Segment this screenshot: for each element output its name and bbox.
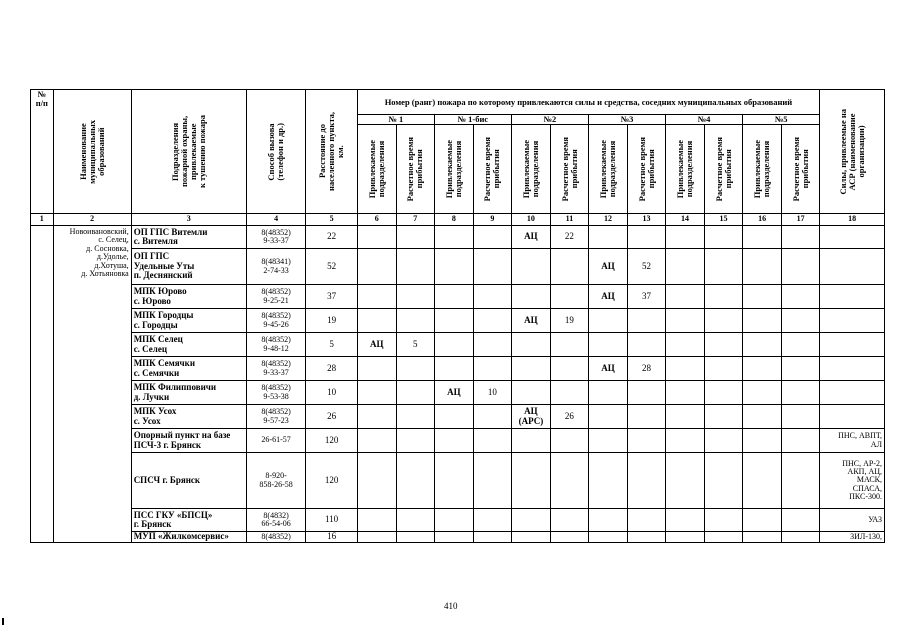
attract-unit-cell <box>357 309 396 333</box>
arrival-time-cell <box>782 333 820 357</box>
attract-unit-cell <box>588 405 627 429</box>
call-cell: 8(4832) 66-54-06 <box>246 509 306 532</box>
arrival-time-cell <box>627 532 665 543</box>
call-cell: 8(48352) 9-48-12 <box>246 333 306 357</box>
arrival-time-cell: 26 <box>550 405 588 429</box>
asr-cell: УАЗ <box>820 509 885 532</box>
municipality-cell: Новоивановский, с. Селец, д. Сосновка, д.Удолье, д.Хотуша, д. Хотьяновка <box>53 226 131 543</box>
column-number: 8 <box>434 214 473 226</box>
rank-header: №3 <box>588 115 665 125</box>
arrival-time-cell <box>705 532 743 543</box>
arrival-time-cell <box>473 405 511 429</box>
column-number: 15 <box>705 214 743 226</box>
header-asr: Силы, привлеемые на АСР (наименование организации) <box>820 90 885 214</box>
distance-cell: 10 <box>306 381 357 405</box>
distance-cell: 28 <box>306 357 357 381</box>
attract-unit-cell <box>434 285 473 309</box>
table-row <box>31 249 885 285</box>
arrival-time-cell <box>396 453 434 509</box>
arrival-time-cell <box>782 249 820 285</box>
arrival-time-cell <box>705 285 743 309</box>
call-cell: 8-920- 858-26-58 <box>246 453 306 509</box>
call-cell: 26-61-57 <box>246 429 306 453</box>
distance-cell: 16 <box>306 532 357 543</box>
arrival-time-cell <box>473 333 511 357</box>
arrival-time-cell <box>473 357 511 381</box>
unit-cell: ОП ГПС Витемли с. Витемля <box>131 226 246 249</box>
arrival-time-cell <box>782 405 820 429</box>
arrival-time-cell <box>550 333 588 357</box>
attract-unit-cell <box>666 333 705 357</box>
column-number: 10 <box>511 214 550 226</box>
distance-cell: 19 <box>306 309 357 333</box>
asr-cell <box>820 357 885 381</box>
arrival-time-cell <box>473 309 511 333</box>
arrival-time-cell <box>627 453 665 509</box>
attract-unit-cell <box>511 453 550 509</box>
call-cell: 8(48352) 9-33-37 <box>246 357 306 381</box>
asr-cell: ЗИЛ-130, <box>820 532 885 543</box>
attract-unit-cell <box>588 509 627 532</box>
arrival-time-cell <box>396 405 434 429</box>
attract-unit-cell <box>743 309 782 333</box>
arrival-time-cell <box>396 226 434 249</box>
subheader-attract-units: Привлекаемые подразделения <box>666 125 705 214</box>
arrival-time-cell <box>782 509 820 532</box>
header-distance: Расстояние до населенного пункта, км. <box>306 90 357 214</box>
attract-unit-cell <box>666 509 705 532</box>
arrival-time-cell <box>705 357 743 381</box>
arrival-time-cell <box>782 357 820 381</box>
subheader-arrival-time: Расчетное время прибытия <box>550 125 588 214</box>
attract-unit-cell <box>666 226 705 249</box>
arrival-time-cell <box>705 381 743 405</box>
header-call-method: Способ вызова (телефон и др.) <box>246 90 306 214</box>
arrival-time-cell <box>473 285 511 309</box>
subheader-attract-units: Привлекаемые подразделения <box>743 125 782 214</box>
unit-cell: МПК Селец с. Селец <box>131 333 246 357</box>
arrival-time-cell <box>396 249 434 285</box>
arrival-time-cell <box>396 357 434 381</box>
column-number: 13 <box>627 214 665 226</box>
fire-response-table <box>30 89 885 543</box>
unit-cell: ОП ГПС Удельные Уты п. Деснянский <box>131 249 246 285</box>
rank-header: № 1-бис <box>434 115 511 125</box>
attract-unit-cell <box>666 429 705 453</box>
distance-cell: 110 <box>306 509 357 532</box>
call-cell: 8(48352) <box>246 532 306 543</box>
arrival-time-cell <box>627 333 665 357</box>
unit-cell: ПСС ГКУ «БПСЦ» г. Брянск <box>131 509 246 532</box>
arrival-time-cell <box>705 249 743 285</box>
arrival-time-cell <box>627 226 665 249</box>
arrival-time-cell <box>705 226 743 249</box>
subheader-attract-units: Привлекаемые подразделения <box>434 125 473 214</box>
scan-edge-mark <box>2 618 4 625</box>
asr-cell <box>820 405 885 429</box>
attract-unit-cell <box>511 357 550 381</box>
table-row <box>31 429 885 453</box>
attract-unit-cell <box>743 532 782 543</box>
distance-cell: 37 <box>306 285 357 309</box>
subheader-attract-units: Привлекаемые подразделения <box>511 125 550 214</box>
arrival-time-cell <box>550 453 588 509</box>
subheader-arrival-time: Расчетное время прибытия <box>705 125 743 214</box>
call-cell: 8(48352) 9-33-37 <box>246 226 306 249</box>
arrival-time-cell <box>627 429 665 453</box>
attract-unit-cell <box>511 532 550 543</box>
attract-unit-cell <box>434 249 473 285</box>
attract-unit-cell <box>357 249 396 285</box>
attract-unit-cell <box>743 429 782 453</box>
attract-unit-cell <box>434 453 473 509</box>
attract-unit-cell <box>357 532 396 543</box>
attract-unit-cell: АЦ (АРС) <box>511 405 550 429</box>
attract-unit-cell <box>511 429 550 453</box>
attract-unit-cell <box>357 429 396 453</box>
attract-unit-cell <box>666 285 705 309</box>
attract-unit-cell <box>588 226 627 249</box>
table-row <box>31 532 885 543</box>
call-cell: 8(48352) 9-57-23 <box>246 405 306 429</box>
arrival-time-cell <box>550 285 588 309</box>
arrival-time-cell <box>705 429 743 453</box>
table-row <box>31 333 885 357</box>
asr-cell <box>820 333 885 357</box>
attract-unit-cell <box>743 249 782 285</box>
attract-unit-cell <box>511 333 550 357</box>
attract-unit-cell: АЦ <box>588 249 627 285</box>
arrival-time-cell <box>705 405 743 429</box>
attract-unit-cell <box>357 285 396 309</box>
distance-cell: 22 <box>306 226 357 249</box>
unit-cell: Опорный пункт на базе ПСЧ-3 г. Брянск <box>131 429 246 453</box>
call-cell: 8(48341) 2-74-33 <box>246 249 306 285</box>
attract-unit-cell <box>666 453 705 509</box>
distance-cell: 52 <box>306 249 357 285</box>
call-cell: 8(48352) 9-53-38 <box>246 381 306 405</box>
attract-unit-cell <box>434 226 473 249</box>
attract-unit-cell <box>588 309 627 333</box>
attract-unit-cell <box>434 532 473 543</box>
column-number: 16 <box>743 214 782 226</box>
row-number-cell <box>31 226 54 543</box>
arrival-time-cell <box>782 453 820 509</box>
unit-cell: МУП «Жилкомсервис» <box>131 532 246 543</box>
subheader-arrival-time: Расчетное время прибытия <box>782 125 820 214</box>
attract-unit-cell: АЦ <box>588 357 627 381</box>
attract-unit-cell <box>357 226 396 249</box>
attract-unit-cell <box>357 381 396 405</box>
attract-unit-cell <box>588 381 627 405</box>
arrival-time-cell <box>627 405 665 429</box>
column-number: 6 <box>357 214 396 226</box>
subheader-attract-units: Привлекаемые подразделения <box>357 125 396 214</box>
arrival-time-cell <box>473 532 511 543</box>
arrival-time-cell <box>396 509 434 532</box>
column-number: 5 <box>306 214 357 226</box>
arrival-time-cell <box>396 285 434 309</box>
arrival-time-cell <box>473 226 511 249</box>
table-row <box>31 405 885 429</box>
attract-unit-cell <box>666 405 705 429</box>
distance-cell: 5 <box>306 333 357 357</box>
page-number: 410 <box>444 601 458 611</box>
arrival-time-cell <box>396 532 434 543</box>
unit-cell: МПК Юрово с. Юрово <box>131 285 246 309</box>
attract-unit-cell <box>357 453 396 509</box>
attract-unit-cell <box>511 509 550 532</box>
arrival-time-cell <box>782 309 820 333</box>
unit-cell: МПК Усох с. Усох <box>131 405 246 429</box>
arrival-time-cell <box>550 357 588 381</box>
arrival-time-cell <box>473 249 511 285</box>
column-number: 3 <box>131 214 246 226</box>
asr-cell: ПНС, АР-2, АКП, АЦ, МАСК, СПАСА, ПКС-300. <box>820 453 885 509</box>
attract-unit-cell: АЦ <box>434 381 473 405</box>
attract-unit-cell <box>357 509 396 532</box>
table-row <box>31 226 885 249</box>
arrival-time-cell <box>705 453 743 509</box>
column-number: 18 <box>820 214 885 226</box>
attract-unit-cell: АЦ <box>511 309 550 333</box>
attract-unit-cell <box>434 509 473 532</box>
arrival-time-cell <box>550 381 588 405</box>
attract-unit-cell <box>434 405 473 429</box>
asr-cell <box>820 226 885 249</box>
asr-cell <box>820 285 885 309</box>
attract-unit-cell <box>588 333 627 357</box>
attract-unit-cell <box>588 532 627 543</box>
attract-unit-cell <box>357 405 396 429</box>
attract-unit-cell: АЦ <box>588 285 627 309</box>
attract-unit-cell <box>434 333 473 357</box>
arrival-time-cell <box>473 429 511 453</box>
unit-cell: МПК Городцы с. Городцы <box>131 309 246 333</box>
column-number: 4 <box>246 214 306 226</box>
asr-cell: ПНС, АВПТ, АЛ <box>820 429 885 453</box>
rank-header: №5 <box>743 115 820 125</box>
attract-unit-cell <box>743 381 782 405</box>
rank-header: №4 <box>666 115 743 125</box>
attract-unit-cell: АЦ <box>357 333 396 357</box>
rank-header: № 1 <box>357 115 434 125</box>
attract-unit-cell <box>743 333 782 357</box>
arrival-time-cell: 10 <box>473 381 511 405</box>
subheader-arrival-time: Расчетное время прибытия <box>473 125 511 214</box>
table-row <box>31 453 885 509</box>
arrival-time-cell <box>705 309 743 333</box>
column-number: 12 <box>588 214 627 226</box>
arrival-time-cell: 37 <box>627 285 665 309</box>
arrival-time-cell <box>396 429 434 453</box>
arrival-time-cell: 19 <box>550 309 588 333</box>
unit-cell: МПК Филипповичи д. Лучки <box>131 381 246 405</box>
attract-unit-cell <box>588 453 627 509</box>
rank-header: №2 <box>511 115 588 125</box>
attract-unit-cell <box>666 309 705 333</box>
attract-unit-cell <box>511 381 550 405</box>
attract-unit-cell <box>743 405 782 429</box>
attract-unit-cell: АЦ <box>511 226 550 249</box>
column-number: 11 <box>550 214 588 226</box>
column-number: 7 <box>396 214 434 226</box>
table-row <box>31 357 885 381</box>
column-number: 17 <box>782 214 820 226</box>
arrival-time-cell: 5 <box>396 333 434 357</box>
arrival-time-cell <box>782 285 820 309</box>
column-number: 2 <box>53 214 131 226</box>
column-number: 9 <box>473 214 511 226</box>
arrival-time-cell <box>782 429 820 453</box>
arrival-time-cell <box>550 249 588 285</box>
attract-unit-cell <box>511 249 550 285</box>
arrival-time-cell <box>396 309 434 333</box>
arrival-time-cell <box>705 333 743 357</box>
arrival-time-cell <box>396 381 434 405</box>
arrival-time-cell <box>782 532 820 543</box>
subheader-arrival-time: Расчетное время прибытия <box>396 125 434 214</box>
table-row <box>31 309 885 333</box>
unit-cell: СПСЧ г. Брянск <box>131 453 246 509</box>
arrival-time-cell <box>550 429 588 453</box>
attract-unit-cell <box>434 309 473 333</box>
header-number: № п/п <box>31 90 54 214</box>
arrival-time-cell <box>550 532 588 543</box>
attract-unit-cell <box>743 453 782 509</box>
arrival-time-cell <box>473 453 511 509</box>
attract-unit-cell <box>434 357 473 381</box>
asr-cell <box>820 249 885 285</box>
attract-unit-cell <box>743 285 782 309</box>
arrival-time-cell <box>627 309 665 333</box>
attract-unit-cell <box>743 509 782 532</box>
column-number: 1 <box>31 214 54 226</box>
header-rank-group: Номер (ранг) пожара по которому привлекаются силы и средства, соседних муниципальных образований <box>357 90 819 115</box>
arrival-time-cell: 28 <box>627 357 665 381</box>
attract-unit-cell <box>588 429 627 453</box>
distance-cell: 120 <box>306 429 357 453</box>
header-municipality: Наименование муниципальных образований <box>53 90 131 214</box>
arrival-time-cell <box>705 509 743 532</box>
asr-cell <box>820 381 885 405</box>
subheader-attract-units: Привлекаемые подразделения <box>588 125 627 214</box>
arrival-time-cell: 52 <box>627 249 665 285</box>
attract-unit-cell <box>511 285 550 309</box>
attract-unit-cell <box>357 357 396 381</box>
arrival-time-cell <box>782 226 820 249</box>
asr-cell <box>820 309 885 333</box>
call-cell: 8(48352) 9-45-26 <box>246 309 306 333</box>
header-units: Подразделения пожарной охраны, привлекаемые к тушению пожара <box>131 90 246 214</box>
distance-cell: 26 <box>306 405 357 429</box>
arrival-time-cell <box>782 381 820 405</box>
arrival-time-cell <box>627 509 665 532</box>
unit-cell: МПК Семячки с. Семячки <box>131 357 246 381</box>
attract-unit-cell <box>434 429 473 453</box>
attract-unit-cell <box>666 532 705 543</box>
arrival-time-cell <box>627 381 665 405</box>
table-row <box>31 381 885 405</box>
call-cell: 8(48352) 9-25-21 <box>246 285 306 309</box>
arrival-time-cell <box>473 509 511 532</box>
attract-unit-cell <box>666 249 705 285</box>
arrival-time-cell: 22 <box>550 226 588 249</box>
attract-unit-cell <box>666 357 705 381</box>
attract-unit-cell <box>743 226 782 249</box>
attract-unit-cell <box>666 381 705 405</box>
column-number: 14 <box>666 214 705 226</box>
table-row <box>31 285 885 309</box>
table-row <box>31 509 885 532</box>
arrival-time-cell <box>550 509 588 532</box>
subheader-arrival-time: Расчетное время прибытия <box>627 125 665 214</box>
attract-unit-cell <box>743 357 782 381</box>
distance-cell: 120 <box>306 453 357 509</box>
